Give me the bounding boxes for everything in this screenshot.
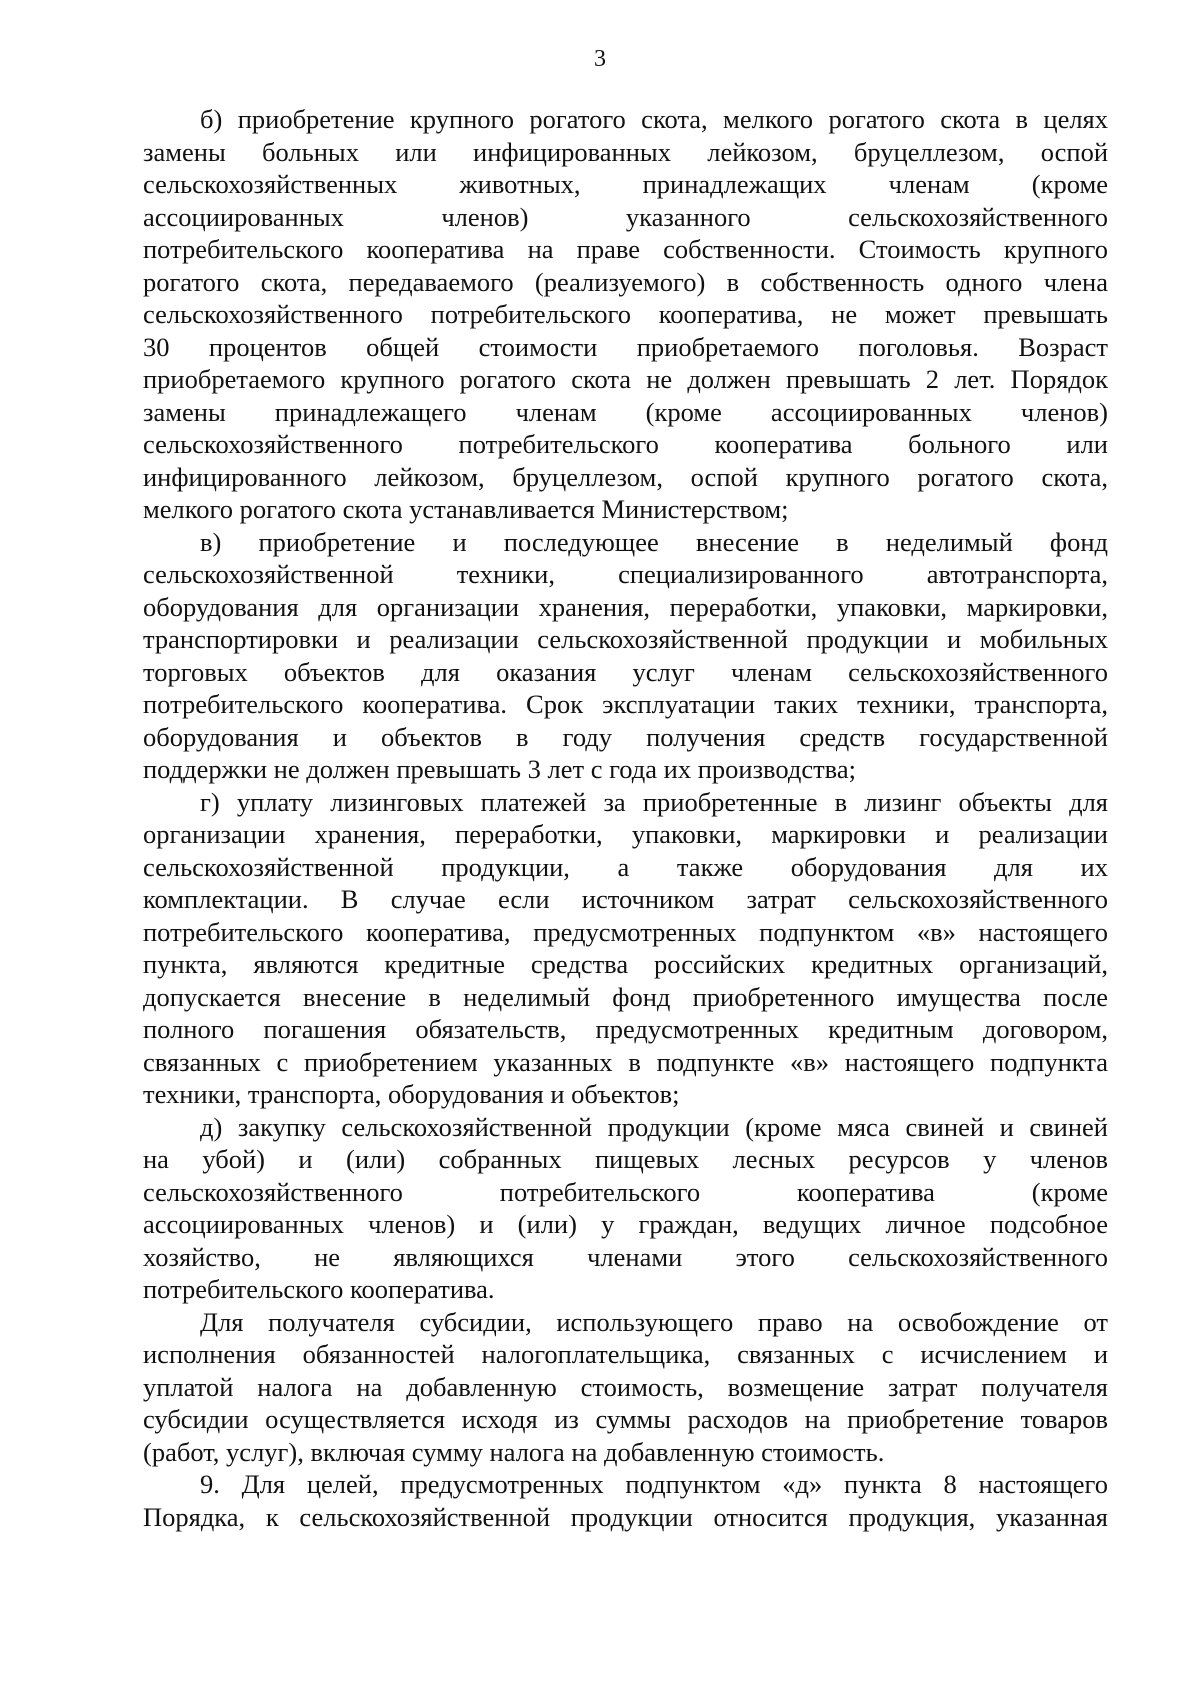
text-line: (работ, услуг), включая сумму налога на добавленную стоимость. (143, 1436, 885, 1467)
text-line: поддержки не должен превышать 3 лет с года их производства; (143, 754, 856, 784)
text-line: оборудования и объектов в году получения средств государственной (143, 721, 1108, 752)
text-line: сельскохозяйственного потребительского кооператива (кроме (143, 1176, 1108, 1207)
text-line: потребительского кооператива. (143, 1274, 495, 1304)
text-line: потребительского кооператива, предусмотренных подпунктом «в» настоящего (143, 916, 1108, 947)
text-line: 9. Для целей, предусмотренных подпунктом «д» пункта 8 настоящего (200, 1469, 1108, 1499)
text-line: полного погашения обязательств, предусмотренных кредитным договором, (143, 1014, 1108, 1044)
text-line: ассоциированных членов) и (или) у граждан, ведущих личное подсобное (143, 1209, 1108, 1239)
text-line: замены больных или инфицированных лейкозом, бруцеллезом, оспой (143, 136, 1108, 167)
text-line: б) приобретение крупного рогатого скота, мелкого рогатого скота в целях (200, 104, 1108, 134)
text-line: потребительского кооператива. Срок эксплуатации таких техники, транспорта, (143, 689, 1108, 719)
text-line: потребительского кооператива на праве собственности. Стоимость крупного (143, 234, 1108, 264)
document-body (143, 103, 1108, 1533)
text-line: комплектации. В случае если источником затрат сельскохозяйственного (143, 884, 1108, 914)
paragraph-p9 (143, 1468, 1108, 1533)
text-line: сельскохозяйственного потребительского кооператива больного или (143, 429, 1108, 459)
text-line: г) уплату лизинговых платежей за приобретенные в лизинг объекты для (200, 786, 1108, 817)
text-line: сельскохозяйственной продукции, а также оборудования для их (143, 851, 1108, 882)
text-line: ассоциированных членов) указанного сельскохозяйственного (143, 201, 1108, 232)
paragraph-g (143, 786, 1108, 1111)
text-line: приобретаемого крупного рогатого скота не должен превышать 2 лет. Порядок (143, 364, 1108, 394)
text-line: Для получателя субсидии, использующего право на освобождение от (200, 1306, 1108, 1337)
text-line: исполнения обязанностей налогоплательщика, связанных с исчислением и (143, 1339, 1108, 1369)
text-line: транспортировки и реализации сельскохозяйственной продукции и мобильных (143, 624, 1108, 654)
paragraph-vat (143, 1306, 1108, 1469)
text-line: торговых объектов для оказания услуг членам сельскохозяйственного (143, 656, 1108, 687)
text-line: мелкого рогатого скота устанавливается Министерством; (143, 494, 789, 524)
text-line: в) приобретение и последующее внесение в неделимый фонд (200, 526, 1108, 557)
text-line: пункта, являются кредитные средства российских кредитных организаций, (143, 949, 1108, 979)
text-line: замены принадлежащего членам (кроме ассоциированных членов) (143, 396, 1108, 427)
text-line: на убой) и (или) собранных пищевых лесных ресурсов у членов (143, 1144, 1108, 1174)
text-line: сельскохозяйственного потребительского кооператива, не может превышать (143, 299, 1108, 329)
text-line: организации хранения, переработки, упаковки, маркировки и реализации (143, 819, 1108, 849)
paragraph-v (143, 526, 1108, 786)
text-line: хозяйство, не являющихся членами этого сельскохозяйственного (143, 1241, 1108, 1272)
text-line: субсидии осуществляется исходя из суммы расходов на приобретение товаров (143, 1404, 1108, 1434)
page-number: 3 (594, 46, 606, 72)
text-line: допускается внесение в неделимый фонд приобретенного имущества после (143, 981, 1108, 1012)
text-line: рогатого скота, передаваемого (реализуемого) в собственность одного члена (143, 266, 1108, 297)
text-line: связанных с приобретением указанных в подпункте «в» настоящего подпункта (143, 1046, 1108, 1077)
text-line: уплатой налога на добавленную стоимость, возмещение затрат получателя (143, 1371, 1108, 1402)
text-line: техники, транспорта, оборудования и объектов; (143, 1079, 680, 1109)
paragraph-b (143, 103, 1108, 526)
text-line: сельскохозяйственной техники, специализированного автотранспорта, (143, 559, 1108, 589)
text-line: инфицированного лейкозом, бруцеллезом, оспой крупного рогатого скота, (143, 461, 1108, 492)
text-line: оборудования для организации хранения, переработки, упаковки, маркировки, (143, 591, 1108, 622)
text-line: д) закупку сельскохозяйственной продукции (кроме мяса свиней и свиней (200, 1111, 1108, 1142)
text-line: сельскохозяйственных животных, принадлежащих членам (кроме (143, 169, 1108, 199)
text-line: 30 процентов общей стоимости приобретаемого поголовья. Возраст (143, 331, 1108, 362)
text-line: Порядка, к сельскохозяйственной продукции относится продукция, указанная (143, 1501, 1108, 1532)
paragraph-d (143, 1111, 1108, 1306)
